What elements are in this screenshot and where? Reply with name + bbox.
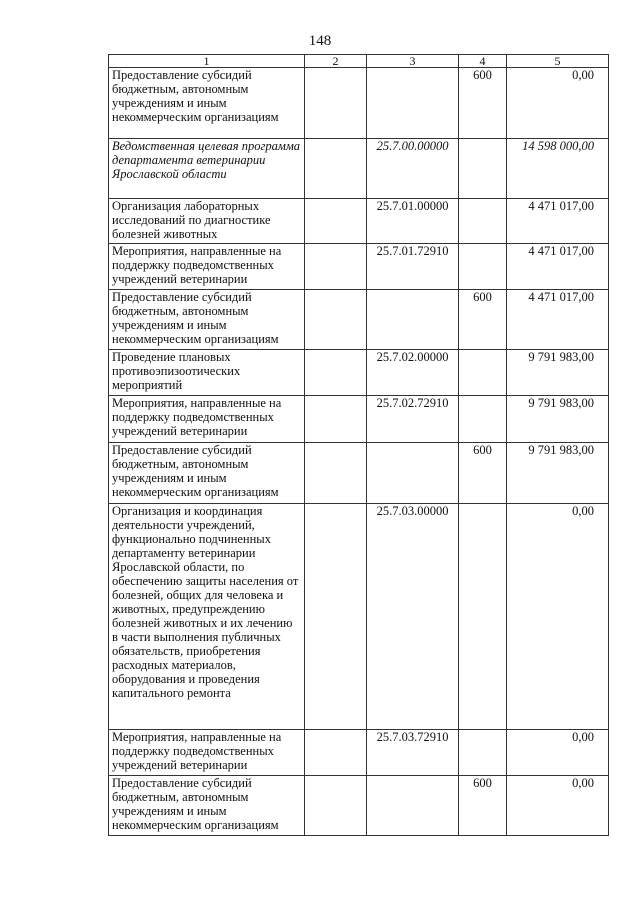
row-code: 25.7.02.72910	[367, 396, 459, 443]
table-row	[109, 244, 609, 290]
row-type	[459, 730, 507, 776]
column-header: 2	[305, 55, 367, 68]
table-row	[109, 199, 609, 244]
row-amount: 0,00	[507, 68, 609, 139]
row-code: 25.7.02.00000	[367, 350, 459, 396]
row-name: Организация и координация деятельности учреждений, функционально подчиненных департаменту ветеринарии Ярославской области, по обеспечению защиты населения от болезней, общих для человека и животных, предупреждению болезней животных и их лечению в части выполнения публичных обязательств, приобретения расходных материалов, оборудования и проведения капитального ремонта	[109, 504, 305, 730]
row-amount: 4 471 017,00	[507, 199, 609, 244]
row-name: Мероприятия, направленные на поддержку подведомственных учреждений ветеринарии	[109, 244, 305, 290]
row-amount: 14 598 000,00	[507, 139, 609, 199]
table-row	[109, 139, 609, 199]
row-type	[459, 244, 507, 290]
row-amount: 9 791 983,00	[507, 350, 609, 396]
column-header: 3	[367, 55, 459, 68]
row-code: 25.7.03.72910	[367, 730, 459, 776]
row-code	[367, 68, 459, 139]
table-row	[109, 504, 609, 730]
table-row	[109, 290, 609, 350]
row-col2	[305, 199, 367, 244]
row-amount: 4 471 017,00	[507, 244, 609, 290]
row-type	[459, 199, 507, 244]
row-type	[459, 504, 507, 730]
row-type: 600	[459, 776, 507, 836]
row-name: Предоставление субсидий бюджетным, автономным учреждениям и иным некоммерческим организациям	[109, 776, 305, 836]
row-name: Организация лабораторных исследований по диагностике болезней животных	[109, 199, 305, 244]
row-type	[459, 350, 507, 396]
column-header: 4	[459, 55, 507, 68]
row-code	[367, 290, 459, 350]
row-col2	[305, 776, 367, 836]
row-name: Проведение плановых противоэпизоотических мероприятий	[109, 350, 305, 396]
row-col2	[305, 244, 367, 290]
row-amount: 0,00	[507, 776, 609, 836]
row-name: Предоставление субсидий бюджетным, автономным учреждениям и иным некоммерческим организациям	[109, 68, 305, 139]
row-col2	[305, 68, 367, 139]
row-col2	[305, 139, 367, 199]
table-row	[109, 396, 609, 443]
row-amount: 4 471 017,00	[507, 290, 609, 350]
header-row	[109, 55, 609, 68]
row-col2	[305, 350, 367, 396]
row-code: 25.7.03.00000	[367, 504, 459, 730]
row-name: Ведомственная целевая программа департамента ветеринарии Ярославской области	[109, 139, 305, 199]
row-type: 600	[459, 443, 507, 504]
row-name: Предоставление субсидий бюджетным, автономным учреждениям и иным некоммерческим организациям	[109, 290, 305, 350]
row-name: Мероприятия, направленные на поддержку подведомственных учреждений ветеринарии	[109, 396, 305, 443]
table-row	[109, 68, 609, 139]
row-name: Предоставление субсидий бюджетным, автономным учреждениям и иным некоммерческим организациям	[109, 443, 305, 504]
row-type	[459, 139, 507, 199]
row-col2	[305, 290, 367, 350]
row-code	[367, 443, 459, 504]
column-header: 5	[507, 55, 609, 68]
budget-table	[108, 54, 609, 836]
row-col2	[305, 396, 367, 443]
row-name: Мероприятия, направленные на поддержку подведомственных учреждений ветеринарии	[109, 730, 305, 776]
table-row	[109, 350, 609, 396]
row-type	[459, 396, 507, 443]
table-row	[109, 730, 609, 776]
table-row	[109, 776, 609, 836]
row-amount: 0,00	[507, 730, 609, 776]
row-col2	[305, 504, 367, 730]
row-col2	[305, 443, 367, 504]
table-row	[109, 443, 609, 504]
page-number: 148	[308, 33, 332, 49]
row-amount: 9 791 983,00	[507, 443, 609, 504]
row-code: 25.7.01.00000	[367, 199, 459, 244]
row-type: 600	[459, 290, 507, 350]
column-header: 1	[109, 55, 305, 68]
row-code: 25.7.01.72910	[367, 244, 459, 290]
row-code	[367, 776, 459, 836]
row-col2	[305, 730, 367, 776]
row-amount: 0,00	[507, 504, 609, 730]
row-amount: 9 791 983,00	[507, 396, 609, 443]
row-type: 600	[459, 68, 507, 139]
row-code: 25.7.00.00000	[367, 139, 459, 199]
table-body	[109, 68, 609, 836]
